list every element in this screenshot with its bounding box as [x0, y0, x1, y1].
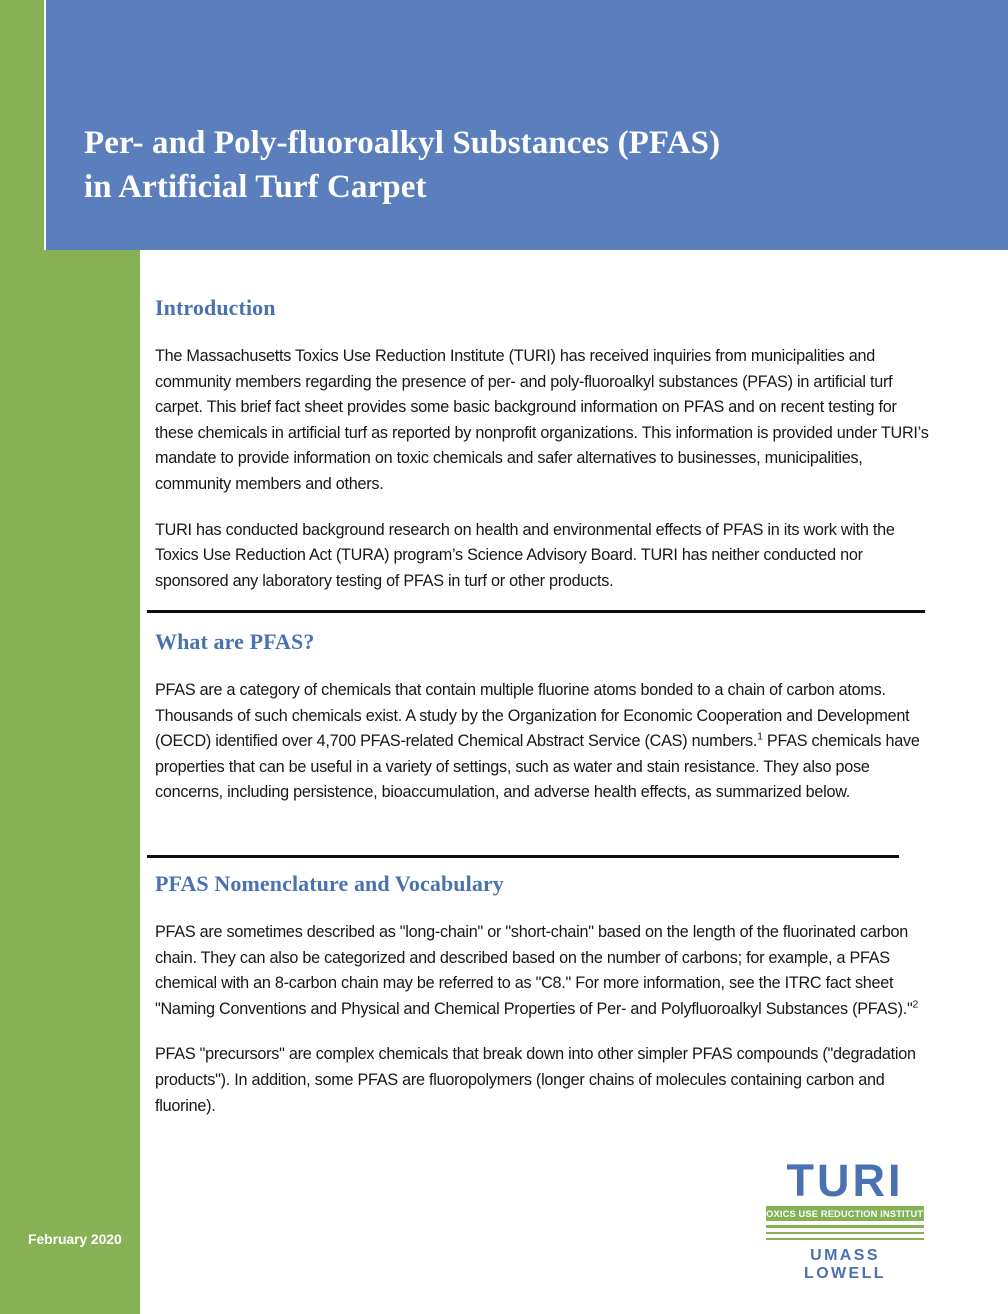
introduction-paragraph-2: TURI has conducted background research on health and environmental effects of PFAS in its work with the Toxics Use Reduction Act (TURA) program’s Science Advisory Board. TURI has neither conducted nor sponsored any laboratory testing of PFAS in turf or other products. [155, 520, 895, 590]
page-title-line-2: in Artificial Turf Carpet [84, 169, 427, 205]
logo-stripe-2 [766, 1232, 924, 1234]
paragraph-text-before-footnote: PFAS are a category of chemicals that contain multiple fluorine atoms bonded to a chain of carbon atoms. Thousands of such chemicals exist. A study by the Organization for Economic Cooperation and Development (OECD) identified over 4,700 PFAS-related Chemical Abstract Service (CAS) numbers. [155, 681, 910, 751]
spacer [155, 898, 933, 920]
nomenclature-paragraph-2: PFAS "precursors" are complex chemicals that break down into other simpler PFAS compounds ("degradation products"). In addition, some PFAS are fluoropolymers (longer chains of molecules containing carbon and fluorine). [155, 1045, 916, 1115]
page-title-line-1: Per- and Poly-fluoroalkyl Substances (PFAS) [84, 125, 721, 161]
horizontal-rule [147, 855, 899, 858]
left-green-panel [0, 250, 140, 1314]
turi-logo [760, 1155, 930, 1282]
horizontal-rule [147, 610, 925, 613]
turi-tagline-band [760, 1206, 930, 1221]
logo-stripe-1 [766, 1225, 924, 1228]
section-heading-what-are-pfas: What are PFAS? [155, 629, 315, 654]
page-title [84, 121, 914, 209]
paragraph-text-before-footnote: PFAS are sometimes described as "long-chain" or "short-chain" based on the length of the fluorinated carbon chain. They can also be categorized and described based on the number of carbons; for example, a PFAS chemical with an 8-carbon chain may be referred to as "C8." For more information, see the ITRC fact sheet "Naming Conventions and Physical and Chemical Properties of Per- and Polyfluoroalkyl Substances (PFAS)." [155, 923, 913, 1018]
section-heading-pfas-nomenclature: PFAS Nomenclature and Vocabulary [155, 871, 504, 896]
nomenclature-paragraph-1 [155, 920, 933, 1022]
section-what-are-pfas [155, 628, 933, 806]
footnote-marker-2: 2 [912, 998, 919, 1011]
what-are-pfas-paragraph-1 [155, 678, 933, 806]
turi-wordmark: TURI [786, 1155, 904, 1206]
footer-date: February 2020 [28, 1231, 122, 1247]
spacer [155, 498, 933, 518]
footnote-marker-1: 1 [757, 730, 763, 743]
section-divider-1 [147, 610, 925, 613]
section-introduction [155, 294, 933, 594]
spacer [155, 322, 933, 344]
umass-lowell-wordmark: UMASS LOWELL [804, 1247, 886, 1282]
turi-tagline: TOXICS USE REDUCTION INSTITUTE [760, 1208, 930, 1219]
spacer [155, 1022, 933, 1042]
introduction-paragraph-1: The Massachusetts Toxics Use Reduction Institute (TURI) has received inquiries from municipalities and community members regarding the presence of per- and poly-fluoroalkyl substances (PFAS) in artificial turf carpet. This brief fact sheet provides some basic background information on PFAS and on recent testing for these chemicals in artificial turf as reported by nonprofit organizations. This information is provided under TURI’s mandate to provide information on toxic chemicals and safer alternatives to businesses, municipalities, community members and others. [155, 347, 929, 493]
logo-stripe-3 [766, 1238, 924, 1240]
section-divider-2 [147, 855, 899, 858]
section-pfas-nomenclature [155, 870, 933, 1119]
section-heading-introduction: Introduction [155, 295, 276, 320]
spacer [155, 656, 933, 678]
paragraph-text-after-footnote: PFAS chemicals have properties that can be useful in a variety of settings, such as water and stain resistance. They also pose concerns, including persistence, bioaccumulation, and adverse health effects, as summarized below. [155, 732, 920, 802]
